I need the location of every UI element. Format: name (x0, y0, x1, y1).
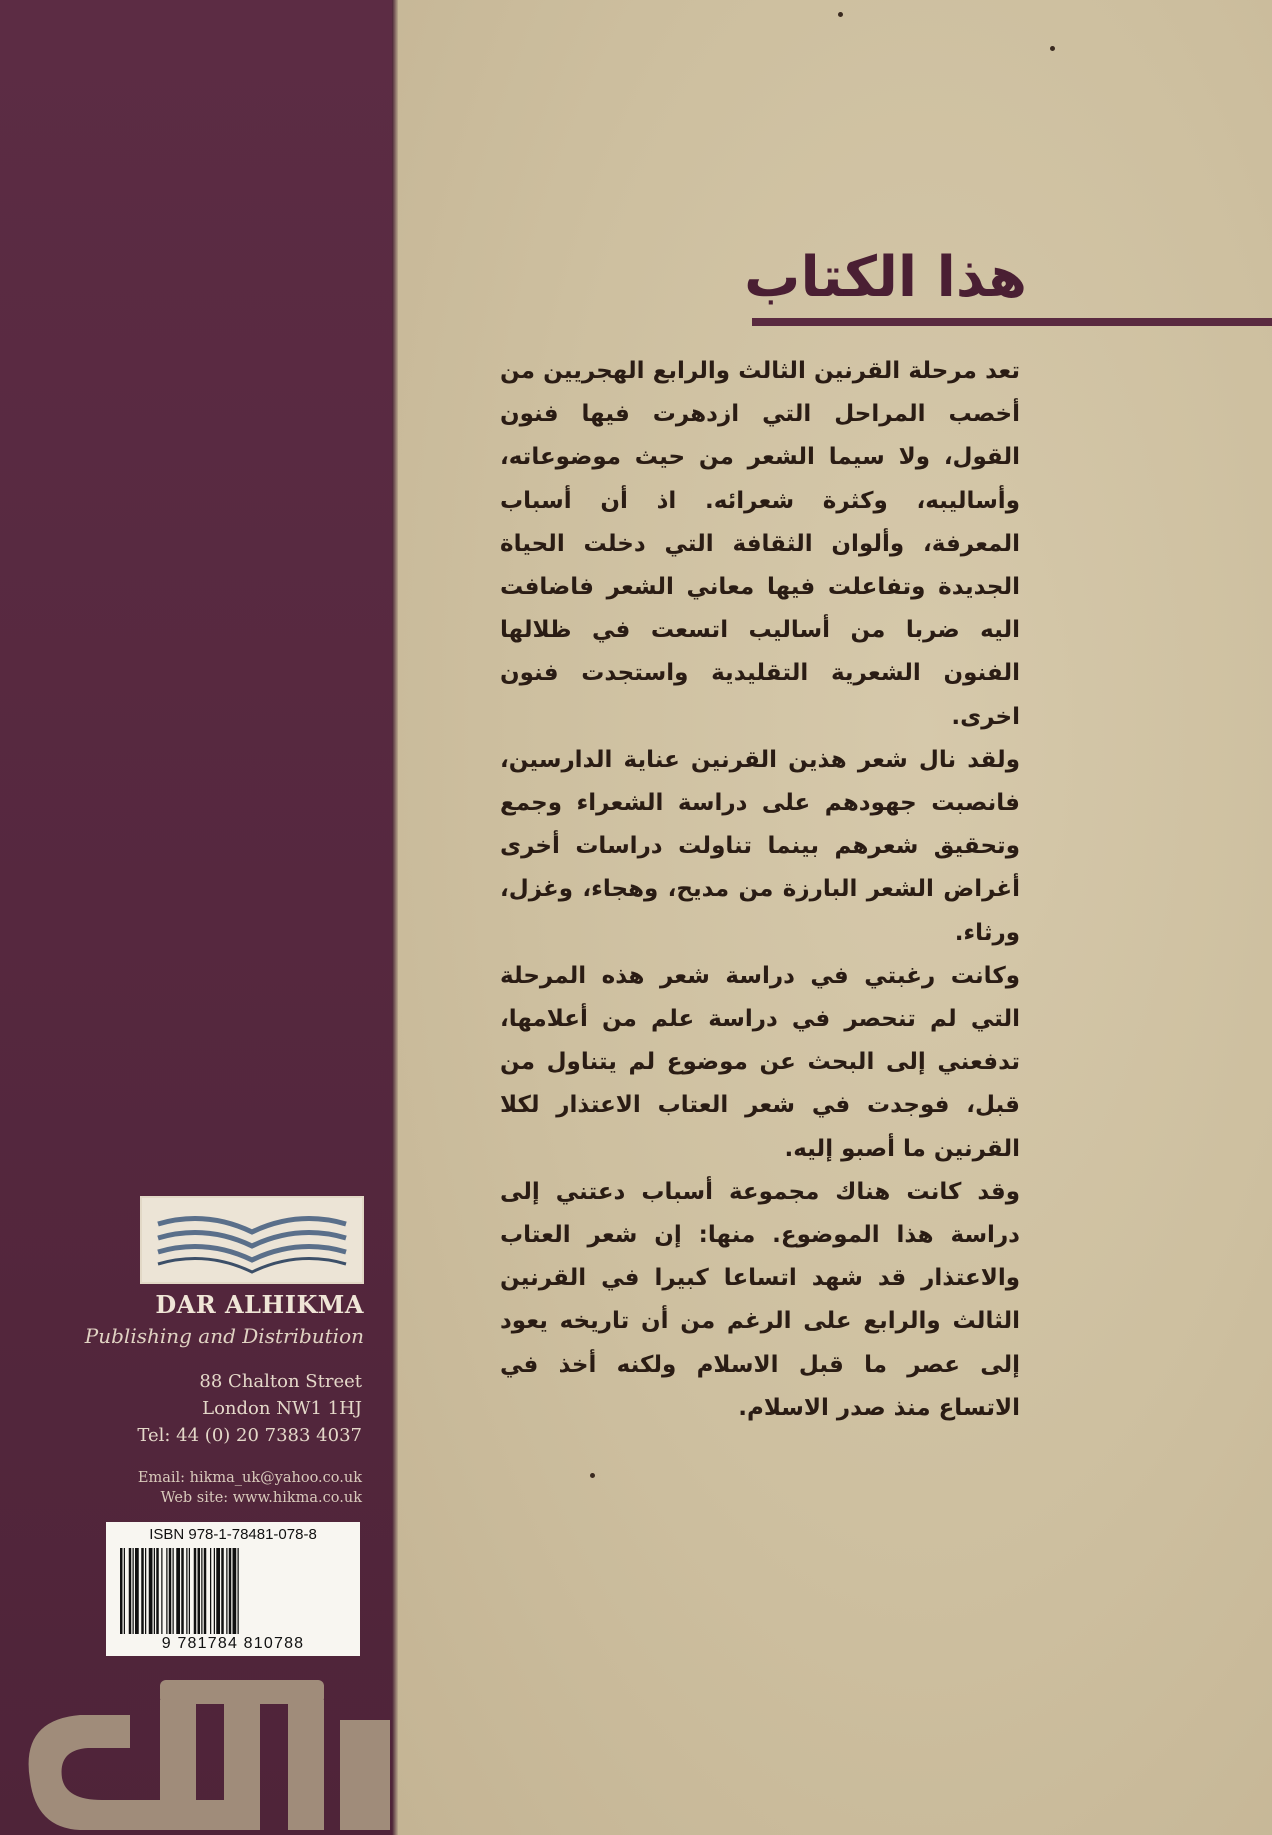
barcode-digits: 9 781784 810788 (161, 1635, 305, 1652)
calligraphy-mark-icon (10, 1660, 390, 1830)
publisher-website: Web site: www.hikma.co.uk (160, 1490, 362, 1506)
publisher-phone: Tel: 44 (0) 20 7383 4037 (137, 1425, 362, 1446)
paper-speck (590, 1473, 595, 1478)
paper-speck (1050, 46, 1055, 51)
title-underline (752, 318, 1272, 326)
publisher-name: DAR ALHIKMA (155, 1290, 364, 1319)
address-street: 88 Chalton Street (199, 1371, 362, 1392)
publisher-address (137, 1368, 362, 1449)
paragraph-1: تعد مرحلة القرنين الثالث والرابع الهجريين من أخصب المراحل التي ازدهرت فيها فنون القول، ولا سيما الشعر من حيث موضوعاته، وأساليبه، وكثرة شعرائه. اذ أن أسباب المعرفة، وألوان الثقافة التي دخلت الحياة الجديدة وتفاعلت فيها معاني الشعر فاضافت اليه ضربا من أساليب اتسعت في ظلالها الفنون الشعرية التقليدية واستجدت فنون اخرى. (500, 358, 1020, 730)
isbn-barcode (106, 1522, 360, 1656)
publisher-email: Email: hikma_uk@yahoo.co.uk (137, 1470, 362, 1486)
paragraph-3: وكانت رغبتي في دراسة شعر هذه المرحلة التي لم تنحصر في دراسة علم من أعلامها، تدفعني إلى البحث عن موضوع لم يتناول من قبل، فوجدت في شعر العتاب الاعتذار لكلا القرنين ما أصبو إليه. (500, 962, 1020, 1162)
section-title: هذا الكتاب (744, 245, 1027, 310)
paragraph-4: وقد كانت هناك مجموعة أسباب دعتني إلى دراسة هذا الموضوع. منها: إن شعر العتاب والاعتذار قد شهد اتساعا كبيرا في القرنين الثالث والرابع على الرغم من أن تاريخه يعود إلى عصر ما قبل الاسلام ولكنه أخذ في الاتساع منذ صدر الاسلام. (500, 1178, 1020, 1421)
paper-speck (838, 12, 843, 17)
publisher-logo (140, 1196, 364, 1284)
address-city: London NW1 1HJ (202, 1398, 362, 1419)
open-book-icon (142, 1198, 362, 1282)
publisher-tagline: Publishing and Distribution (84, 1324, 364, 1348)
barcode-bars-icon (120, 1548, 346, 1634)
description-text (500, 350, 1020, 1430)
publisher-contact (138, 1468, 362, 1508)
paragraph-2: ولقد نال شعر هذين القرنين عناية الدارسين، فانصبت جهودهم على دراسة الشعراء وجمع وتحقيق شعرهم بينما تناولت دراسات أخرى أغراض الشعر البارزة من مديح، وهجاء، وغزل، ورثاء. (500, 746, 1020, 946)
isbn-label: ISBN 978-1-78481-078-8 (149, 1526, 317, 1543)
